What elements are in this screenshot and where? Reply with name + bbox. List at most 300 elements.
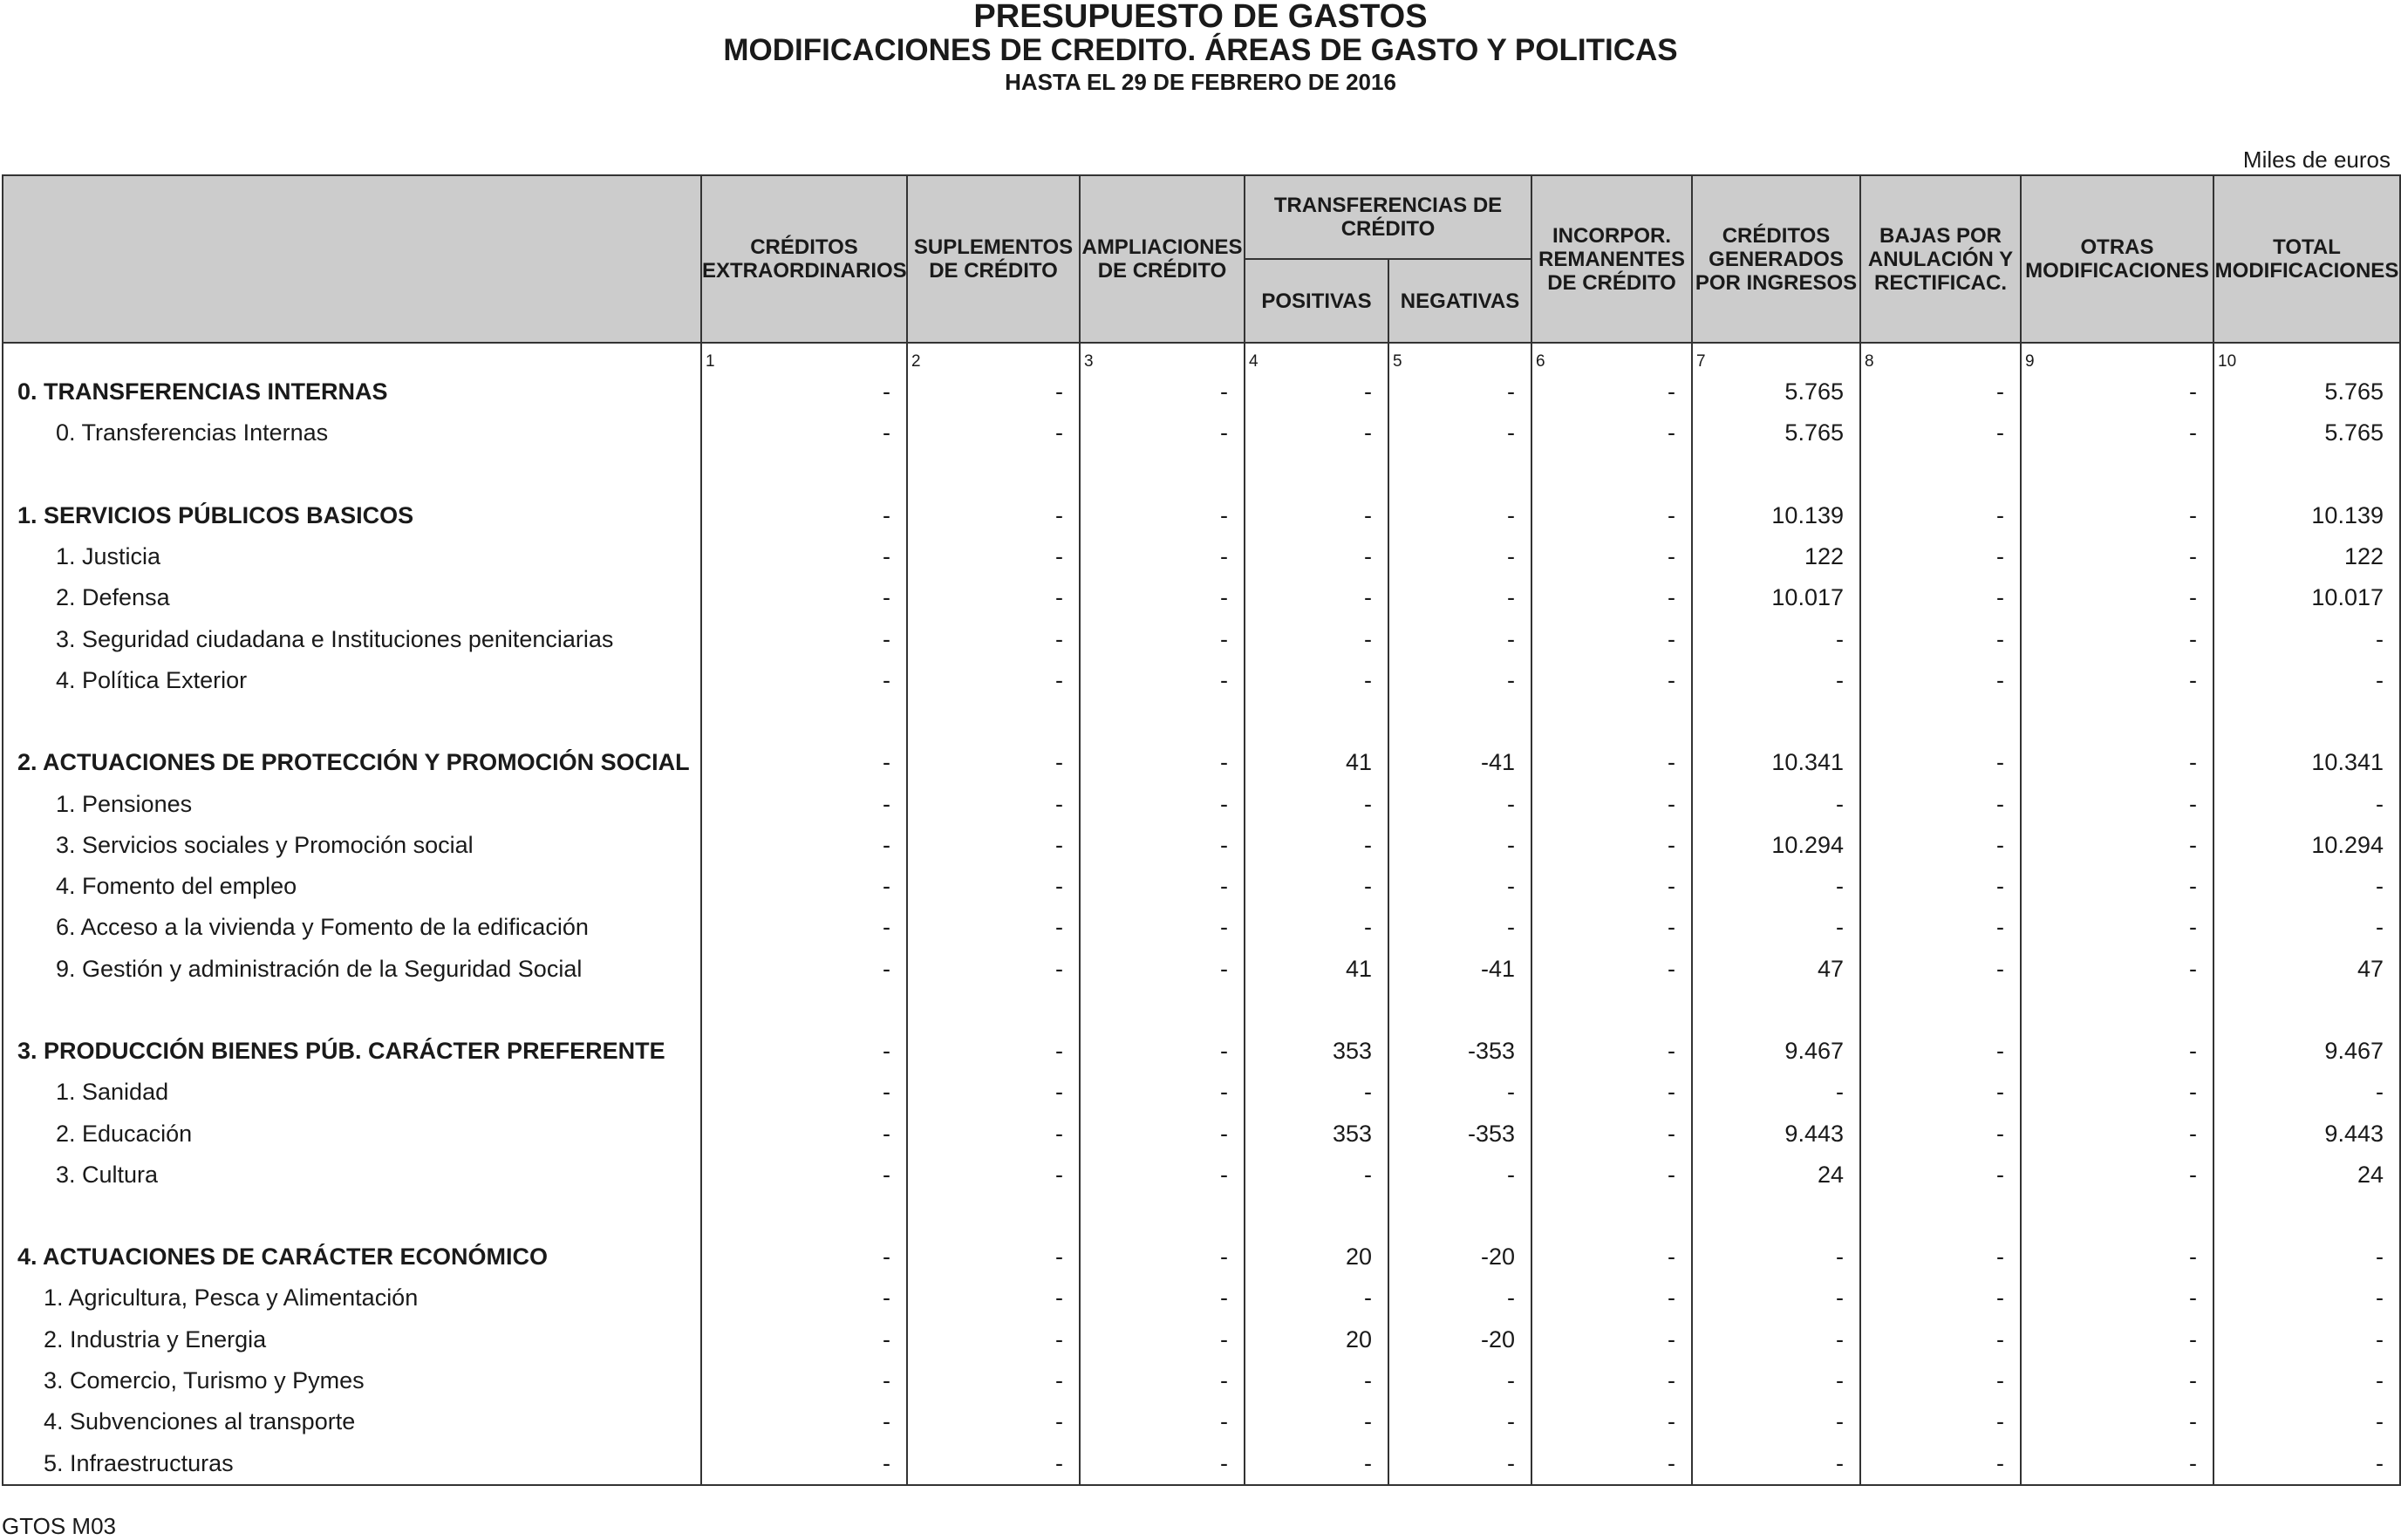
value-cell: - bbox=[2021, 866, 2213, 907]
value-cell: - bbox=[701, 1360, 907, 1401]
spacer-cell bbox=[1245, 990, 1388, 1031]
value-cell: - bbox=[1692, 1319, 1860, 1360]
value-cell: - bbox=[907, 783, 1080, 824]
value-cell: - bbox=[1531, 1113, 1692, 1154]
spacer-cell bbox=[701, 990, 907, 1031]
value-cell: - bbox=[1388, 412, 1531, 453]
row-label: 9. Gestión y administración de la Seguridad Social bbox=[3, 949, 701, 990]
value-cell: - bbox=[907, 660, 1080, 701]
value-cell: - bbox=[1388, 1155, 1531, 1196]
spacer-cell bbox=[2213, 454, 2400, 495]
spacer-cell bbox=[907, 990, 1080, 1031]
value-cell: - bbox=[701, 1072, 907, 1113]
row-label: 4. Política Exterior bbox=[3, 660, 701, 701]
value-cell: - bbox=[1692, 618, 1860, 659]
spacer-cell bbox=[2213, 701, 2400, 742]
value-cell: - bbox=[1388, 1278, 1531, 1319]
value-cell: - bbox=[1692, 866, 1860, 907]
value-cell: - bbox=[701, 1031, 907, 1072]
value-cell: - bbox=[2021, 1319, 2213, 1360]
value-cell: - bbox=[1080, 1278, 1245, 1319]
value-cell: - bbox=[1080, 1443, 1245, 1485]
value-cell: - bbox=[1531, 1360, 1692, 1401]
header-bajas-anulacion: BAJAS POR ANULACIÓN Y RECTIFICAC. bbox=[1860, 175, 2021, 343]
value-cell: - bbox=[701, 1155, 907, 1196]
value-cell: 9.467 bbox=[2213, 1031, 2400, 1072]
value-cell: - bbox=[1388, 1443, 1531, 1485]
value-cell: - bbox=[907, 1319, 1080, 1360]
value-cell: - bbox=[2021, 1443, 2213, 1485]
value-cell: - bbox=[1692, 783, 1860, 824]
spacer-cell bbox=[701, 701, 907, 742]
value-cell: - bbox=[1531, 1319, 1692, 1360]
value-cell: - bbox=[2213, 1319, 2400, 1360]
value-cell: - bbox=[1860, 1072, 2021, 1113]
value-cell: - bbox=[1860, 577, 2021, 618]
value-cell: - bbox=[701, 783, 907, 824]
table-header bbox=[3, 175, 2400, 343]
value-cell: - bbox=[1860, 660, 2021, 701]
value-cell: - bbox=[1080, 1360, 1245, 1401]
value-cell: 353 bbox=[1245, 1031, 1388, 1072]
spacer-row bbox=[3, 1196, 2400, 1237]
value-cell: - bbox=[1080, 866, 1245, 907]
value-cell: 24 bbox=[2213, 1155, 2400, 1196]
value-cell: - bbox=[2213, 660, 2400, 701]
spacer-cell bbox=[1245, 1196, 1388, 1237]
row-label: 4. Subvenciones al transporte bbox=[3, 1401, 701, 1442]
group-label: 0. TRANSFERENCIAS INTERNAS bbox=[3, 371, 701, 412]
row-label: 2. Educación bbox=[3, 1113, 701, 1154]
value-cell: - bbox=[907, 1278, 1080, 1319]
table-row bbox=[3, 907, 2400, 948]
value-cell: 10.017 bbox=[1692, 577, 1860, 618]
value-cell: - bbox=[1860, 1113, 2021, 1154]
value-cell: 5.765 bbox=[1692, 371, 1860, 412]
table-row bbox=[3, 783, 2400, 824]
value-cell: 9.467 bbox=[1692, 1031, 1860, 1072]
value-cell: - bbox=[701, 618, 907, 659]
value-cell: - bbox=[1080, 1113, 1245, 1154]
value-cell: - bbox=[1388, 1360, 1531, 1401]
value-cell: - bbox=[701, 371, 907, 412]
value-cell: - bbox=[1531, 783, 1692, 824]
value-cell: - bbox=[1531, 1401, 1692, 1442]
spacer-cell bbox=[3, 1196, 701, 1237]
value-cell: - bbox=[1388, 907, 1531, 948]
value-cell: 10.341 bbox=[2213, 742, 2400, 783]
value-cell: - bbox=[1692, 907, 1860, 948]
spacer-cell bbox=[1531, 701, 1692, 742]
value-cell: - bbox=[1860, 495, 2021, 536]
header-suplementos: SUPLEMENTOS DE CRÉDITO bbox=[907, 175, 1080, 343]
value-cell: - bbox=[1388, 1401, 1531, 1442]
table-row bbox=[3, 1072, 2400, 1113]
value-cell: - bbox=[701, 660, 907, 701]
value-cell: - bbox=[2021, 825, 2213, 866]
header-positivas: POSITIVAS bbox=[1245, 259, 1388, 343]
value-cell: - bbox=[1245, 907, 1388, 948]
value-cell: - bbox=[1388, 495, 1531, 536]
row-label: 3. Cultura bbox=[3, 1155, 701, 1196]
value-cell: - bbox=[1388, 660, 1531, 701]
group-label: 2. ACTUACIONES DE PROTECCIÓN Y PROMOCIÓN SOCIAL bbox=[3, 742, 701, 783]
column-number: 5 bbox=[1388, 343, 1531, 371]
value-cell: - bbox=[1245, 1072, 1388, 1113]
table-body bbox=[3, 343, 2400, 1485]
value-cell: - bbox=[1080, 495, 1245, 536]
value-cell: - bbox=[1080, 536, 1245, 577]
value-cell: - bbox=[1080, 1401, 1245, 1442]
value-cell: - bbox=[1860, 742, 2021, 783]
spacer-cell bbox=[1860, 454, 2021, 495]
spacer-cell bbox=[701, 1196, 907, 1237]
spacer-cell bbox=[1080, 990, 1245, 1031]
value-cell: 10.139 bbox=[1692, 495, 1860, 536]
value-cell: - bbox=[1531, 536, 1692, 577]
table-row bbox=[3, 1443, 2400, 1485]
value-cell: - bbox=[1531, 866, 1692, 907]
value-cell: - bbox=[1245, 866, 1388, 907]
column-number: 2 bbox=[907, 343, 1080, 371]
spacer-cell bbox=[701, 454, 907, 495]
value-cell: - bbox=[1245, 783, 1388, 824]
row-label: 1. Justicia bbox=[3, 536, 701, 577]
group-row bbox=[3, 1237, 2400, 1278]
value-cell: - bbox=[2213, 1278, 2400, 1319]
value-cell: 20 bbox=[1245, 1319, 1388, 1360]
value-cell: - bbox=[2021, 1401, 2213, 1442]
value-cell: - bbox=[1080, 618, 1245, 659]
value-cell: - bbox=[907, 949, 1080, 990]
value-cell: - bbox=[907, 1401, 1080, 1442]
value-cell: - bbox=[1080, 1237, 1245, 1278]
value-cell: - bbox=[701, 742, 907, 783]
value-cell: - bbox=[1531, 1072, 1692, 1113]
value-cell: - bbox=[2021, 660, 2213, 701]
value-cell: - bbox=[907, 1237, 1080, 1278]
table-row bbox=[3, 536, 2400, 577]
value-cell: - bbox=[701, 577, 907, 618]
value-cell: - bbox=[2213, 1401, 2400, 1442]
value-cell: 41 bbox=[1245, 949, 1388, 990]
spacer-cell bbox=[3, 454, 701, 495]
row-label: 1. Sanidad bbox=[3, 1072, 701, 1113]
row-label: 2. Industria y Energia bbox=[3, 1319, 701, 1360]
value-cell: - bbox=[2021, 536, 2213, 577]
value-cell: - bbox=[907, 1031, 1080, 1072]
spacer-cell bbox=[1531, 1196, 1692, 1237]
value-cell: 10.294 bbox=[1692, 825, 1860, 866]
value-cell: 9.443 bbox=[1692, 1113, 1860, 1154]
spacer-row bbox=[3, 990, 2400, 1031]
spacer-cell bbox=[3, 701, 701, 742]
value-cell: - bbox=[1860, 1319, 2021, 1360]
value-cell: - bbox=[2021, 618, 2213, 659]
spacer-cell bbox=[2021, 990, 2213, 1031]
group-row bbox=[3, 371, 2400, 412]
spacer-cell bbox=[2213, 1196, 2400, 1237]
value-cell: - bbox=[1692, 660, 1860, 701]
table-row bbox=[3, 1401, 2400, 1442]
value-cell: 5.765 bbox=[1692, 412, 1860, 453]
value-cell: -41 bbox=[1388, 742, 1531, 783]
spacer-cell bbox=[1860, 1196, 2021, 1237]
value-cell: - bbox=[1860, 949, 2021, 990]
row-label: 3. Seguridad ciudadana e Instituciones penitenciarias bbox=[3, 618, 701, 659]
spacer-row bbox=[3, 454, 2400, 495]
column-number-blank bbox=[3, 343, 701, 371]
spacer-cell bbox=[1080, 454, 1245, 495]
spacer-cell bbox=[1531, 990, 1692, 1031]
value-cell: - bbox=[1080, 1155, 1245, 1196]
header-total-modificaciones: TOTAL MODIFICACIONES bbox=[2213, 175, 2400, 343]
value-cell: - bbox=[2021, 1360, 2213, 1401]
value-cell: - bbox=[701, 1443, 907, 1485]
table-row bbox=[3, 1278, 2400, 1319]
row-label: 1. Pensiones bbox=[3, 783, 701, 824]
value-cell: - bbox=[1080, 577, 1245, 618]
header-blank bbox=[3, 175, 701, 343]
spacer-cell bbox=[1692, 1196, 1860, 1237]
header-negativas: NEGATIVAS bbox=[1388, 259, 1531, 343]
value-cell: - bbox=[2021, 1155, 2213, 1196]
value-cell: - bbox=[1860, 1443, 2021, 1485]
table-row bbox=[3, 412, 2400, 453]
header-creditos-generados: CRÉDITOS GENERADOS POR INGRESOS bbox=[1692, 175, 1860, 343]
value-cell: - bbox=[1245, 536, 1388, 577]
value-cell: - bbox=[1531, 949, 1692, 990]
value-cell: - bbox=[1245, 577, 1388, 618]
spacer-cell bbox=[907, 454, 1080, 495]
value-cell: - bbox=[701, 949, 907, 990]
value-cell: - bbox=[1860, 412, 2021, 453]
spacer-row bbox=[3, 701, 2400, 742]
row-label: 2. Defensa bbox=[3, 577, 701, 618]
value-cell: - bbox=[907, 742, 1080, 783]
spacer-cell bbox=[2213, 990, 2400, 1031]
value-cell: - bbox=[907, 412, 1080, 453]
value-cell: - bbox=[907, 866, 1080, 907]
value-cell: - bbox=[701, 1113, 907, 1154]
value-cell: - bbox=[701, 1319, 907, 1360]
value-cell: - bbox=[701, 1401, 907, 1442]
value-cell: - bbox=[2213, 1237, 2400, 1278]
value-cell: - bbox=[2213, 866, 2400, 907]
column-number: 9 bbox=[2021, 343, 2213, 371]
row-label: 6. Acceso a la vivienda y Fomento de la edificación bbox=[3, 907, 701, 948]
row-label: 3. Servicios sociales y Promoción social bbox=[3, 825, 701, 866]
spacer-cell bbox=[1531, 454, 1692, 495]
footer-code: GTOS M03 bbox=[2, 1513, 117, 1539]
value-cell: - bbox=[1080, 742, 1245, 783]
value-cell: -41 bbox=[1388, 949, 1531, 990]
value-cell: - bbox=[1245, 412, 1388, 453]
value-cell: - bbox=[2021, 783, 2213, 824]
value-cell: - bbox=[2021, 371, 2213, 412]
value-cell: - bbox=[2021, 1113, 2213, 1154]
value-cell: - bbox=[907, 371, 1080, 412]
report-period: HASTA EL 29 DE FEBRERO DE 2016 bbox=[1005, 69, 1396, 95]
column-number: 6 bbox=[1531, 343, 1692, 371]
value-cell: - bbox=[1860, 618, 2021, 659]
spacer-cell bbox=[1388, 701, 1531, 742]
column-number: 3 bbox=[1080, 343, 1245, 371]
budget-table bbox=[2, 174, 2401, 1486]
table-row bbox=[3, 949, 2400, 990]
value-cell: - bbox=[2213, 1443, 2400, 1485]
column-number: 1 bbox=[701, 343, 907, 371]
spacer-cell bbox=[1245, 701, 1388, 742]
spacer-cell bbox=[1080, 1196, 1245, 1237]
table-row bbox=[3, 660, 2400, 701]
value-cell: - bbox=[1692, 1401, 1860, 1442]
value-cell: - bbox=[2021, 577, 2213, 618]
header-transferencias: TRANSFERENCIAS DE CRÉDITO bbox=[1245, 175, 1531, 259]
header-incorpor-remanentes: INCORPOR. REMANENTES DE CRÉDITO bbox=[1531, 175, 1692, 343]
value-cell: - bbox=[1531, 1278, 1692, 1319]
group-row bbox=[3, 495, 2400, 536]
spacer-cell bbox=[907, 701, 1080, 742]
value-cell: - bbox=[1245, 1360, 1388, 1401]
spacer-cell bbox=[2021, 1196, 2213, 1237]
value-cell: - bbox=[907, 1155, 1080, 1196]
spacer-cell bbox=[2021, 454, 2213, 495]
value-cell: -353 bbox=[1388, 1031, 1531, 1072]
value-cell: - bbox=[1531, 1031, 1692, 1072]
spacer-cell bbox=[3, 990, 701, 1031]
value-cell: - bbox=[1860, 371, 2021, 412]
value-cell: - bbox=[701, 825, 907, 866]
table-row bbox=[3, 866, 2400, 907]
spacer-cell bbox=[1388, 1196, 1531, 1237]
value-cell: - bbox=[1860, 1278, 2021, 1319]
value-cell: - bbox=[1692, 1237, 1860, 1278]
value-cell: - bbox=[1531, 907, 1692, 948]
value-cell: - bbox=[907, 1443, 1080, 1485]
spacer-cell bbox=[1860, 701, 2021, 742]
spacer-cell bbox=[1080, 701, 1245, 742]
value-cell: 20 bbox=[1245, 1237, 1388, 1278]
spacer-cell bbox=[1692, 990, 1860, 1031]
value-cell: 41 bbox=[1245, 742, 1388, 783]
value-cell: - bbox=[1860, 1401, 2021, 1442]
value-cell: - bbox=[701, 536, 907, 577]
group-row bbox=[3, 742, 2400, 783]
value-cell: - bbox=[1860, 1360, 2021, 1401]
value-cell: - bbox=[2021, 907, 2213, 948]
spacer-cell bbox=[2021, 701, 2213, 742]
value-cell: - bbox=[1245, 1401, 1388, 1442]
value-cell: 353 bbox=[1245, 1113, 1388, 1154]
value-cell: - bbox=[1245, 1443, 1388, 1485]
spacer-cell bbox=[1860, 990, 2021, 1031]
value-cell: - bbox=[1245, 1155, 1388, 1196]
value-cell: - bbox=[1531, 495, 1692, 536]
value-cell: - bbox=[1860, 1031, 2021, 1072]
table-row bbox=[3, 577, 2400, 618]
value-cell: - bbox=[1860, 536, 2021, 577]
value-cell: - bbox=[1860, 907, 2021, 948]
row-label: 4. Fomento del empleo bbox=[3, 866, 701, 907]
spacer-cell bbox=[907, 1196, 1080, 1237]
column-number: 7 bbox=[1692, 343, 1860, 371]
value-cell: - bbox=[1531, 742, 1692, 783]
spacer-cell bbox=[1692, 701, 1860, 742]
value-cell: 10.341 bbox=[1692, 742, 1860, 783]
value-cell: - bbox=[1388, 825, 1531, 866]
value-cell: - bbox=[2213, 1072, 2400, 1113]
value-cell: - bbox=[2021, 949, 2213, 990]
value-cell: - bbox=[1245, 825, 1388, 866]
group-label: 3. PRODUCCIÓN BIENES PÚB. CARÁCTER PREFERENTE bbox=[3, 1031, 701, 1072]
value-cell: - bbox=[2213, 907, 2400, 948]
value-cell: - bbox=[907, 577, 1080, 618]
value-cell: - bbox=[1388, 536, 1531, 577]
value-cell: - bbox=[2021, 1031, 2213, 1072]
value-cell: - bbox=[1245, 660, 1388, 701]
report-subtitle: MODIFICACIONES DE CREDITO. ÁREAS DE GASTO Y POLITICAS bbox=[723, 33, 1678, 67]
value-cell: - bbox=[1080, 783, 1245, 824]
column-number-row bbox=[3, 343, 2400, 371]
value-cell: - bbox=[2021, 742, 2213, 783]
group-label: 4. ACTUACIONES DE CARÁCTER ECONÓMICO bbox=[3, 1237, 701, 1278]
value-cell: - bbox=[1531, 825, 1692, 866]
value-cell: -353 bbox=[1388, 1113, 1531, 1154]
value-cell: - bbox=[1531, 1443, 1692, 1485]
value-cell: - bbox=[1080, 949, 1245, 990]
value-cell: - bbox=[1388, 783, 1531, 824]
value-cell: - bbox=[701, 1278, 907, 1319]
value-cell: - bbox=[1080, 1072, 1245, 1113]
row-label: 0. Transferencias Internas bbox=[3, 412, 701, 453]
value-cell: - bbox=[907, 1360, 1080, 1401]
value-cell: 5.765 bbox=[2213, 371, 2400, 412]
value-cell: - bbox=[1388, 1072, 1531, 1113]
value-cell: 9.443 bbox=[2213, 1113, 2400, 1154]
value-cell: - bbox=[2021, 1278, 2213, 1319]
value-cell: - bbox=[2213, 618, 2400, 659]
value-cell: - bbox=[1080, 907, 1245, 948]
value-cell: 10.017 bbox=[2213, 577, 2400, 618]
column-number: 10 bbox=[2213, 343, 2400, 371]
value-cell: - bbox=[1531, 412, 1692, 453]
value-cell: - bbox=[1531, 1237, 1692, 1278]
value-cell: - bbox=[1080, 660, 1245, 701]
value-cell: - bbox=[1860, 825, 2021, 866]
column-number: 4 bbox=[1245, 343, 1388, 371]
value-cell: - bbox=[1531, 1155, 1692, 1196]
value-cell: - bbox=[1388, 577, 1531, 618]
value-cell: 122 bbox=[1692, 536, 1860, 577]
value-cell: 10.294 bbox=[2213, 825, 2400, 866]
value-cell: - bbox=[701, 1237, 907, 1278]
report-title: PRESUPUESTO DE GASTOS bbox=[973, 0, 1428, 35]
value-cell: - bbox=[907, 536, 1080, 577]
value-cell: - bbox=[1860, 1155, 2021, 1196]
value-cell: - bbox=[1692, 1278, 1860, 1319]
report-header bbox=[0, 0, 2401, 96]
value-cell: - bbox=[1080, 1031, 1245, 1072]
value-cell: - bbox=[1388, 618, 1531, 659]
value-cell: 47 bbox=[1692, 949, 1860, 990]
value-cell: - bbox=[907, 1113, 1080, 1154]
value-cell: - bbox=[1531, 660, 1692, 701]
table-row bbox=[3, 1155, 2400, 1196]
value-cell: - bbox=[907, 618, 1080, 659]
value-cell: - bbox=[1692, 1443, 1860, 1485]
value-cell: 47 bbox=[2213, 949, 2400, 990]
